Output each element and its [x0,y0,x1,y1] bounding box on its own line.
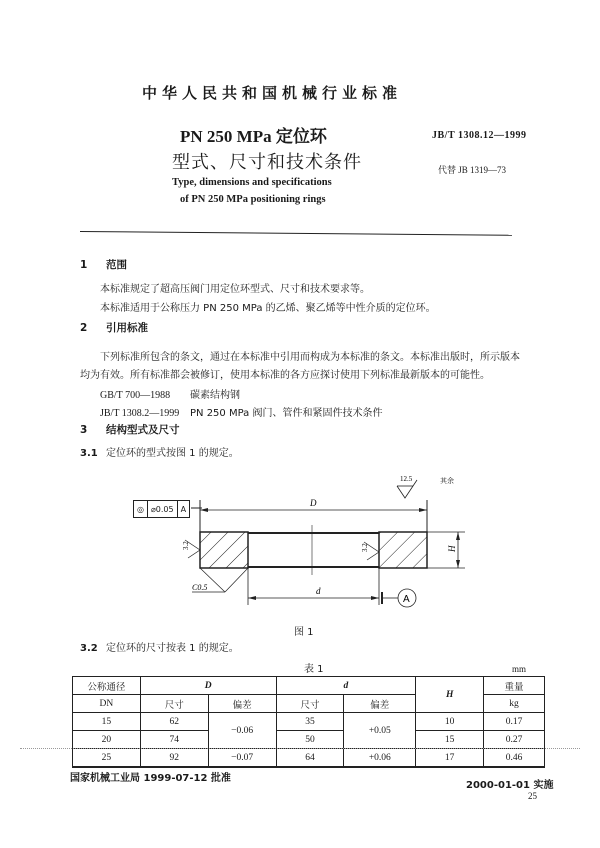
table-row: 25 92 −0.07 64 +0.06 17 0.46 [73,749,545,768]
scan-dotted-line [20,748,580,749]
reference-2: JB/T 1308.2—1999 PN 250 MPa 阀门、管件和紧固件技术条件 [100,408,383,419]
svg-text:A: A [403,594,410,605]
clause-3-1: 3.1 定位环的型式按图 1 的规定。 [80,448,239,459]
english-title-line-2: of PN 250 MPa positioning rings [180,194,326,205]
standard-number: JB/T 1308.12—1999 [432,130,527,141]
english-title-line-1: Type, dimensions and specifications [172,177,332,188]
title-line-2: 型式、尺寸和技术条件 [172,152,362,173]
svg-text:3.2: 3.2 [361,543,369,552]
svg-text:C0.5: C0.5 [192,583,208,592]
positioning-ring-drawing [120,470,520,620]
header-weight: 重量 [484,677,545,695]
svg-text:d: d [316,586,321,596]
page-number: 25 [528,791,537,801]
approval-note: 国家机械工业局 1999-07-12 批准 [70,773,231,784]
figure-caption: 图 1 [294,627,314,638]
section-2-paragraph-2: 均为有效。所有标准都会被修订，使用本标准的各方应探讨使用下列标准最新版本的可能性。 [80,370,490,381]
header-d-size: 尺寸 [276,695,344,713]
header-D-deviation: 偏差 [208,695,276,713]
issuing-organization: 中华人民共和国机械行业标准 [142,84,403,102]
tolerance-value: ⌀0.05 [148,501,178,517]
header-D-size: 尺寸 [140,695,208,713]
table-row: 20 74 50 15 0.27 [73,731,545,749]
reference-1: GB/T 700—1988 碳素结构钢 [100,390,240,401]
header-dn: 公称通径 [73,677,141,695]
section-1-heading: 1 范围 [80,259,127,271]
header-d: d [276,677,416,695]
svg-text:12.5: 12.5 [400,475,413,483]
replaces-standard: 代替 JB 1319—73 [438,165,507,175]
section-2-paragraph-1: 下列标准所包含的条文，通过在本标准中引用而构成为本标准的条文。本标准出版时，所示版本 [100,352,520,363]
header-D: D [140,677,276,695]
header-divider [80,231,512,236]
table-unit: mm [512,664,527,674]
svg-text:3.2: 3.2 [182,541,190,550]
clause-3-2: 3.2 定位环的尺寸按表 1 的规定。 [80,643,239,654]
section-2-heading: 2 引用标准 [80,322,148,334]
section-1-paragraph-2: 本标准适用于公称压力 PN 250 MPa 的乙烯、聚乙烯等中性介质的定位环。 [100,303,436,314]
effective-date: 2000-01-01 实施 [466,780,554,791]
dimensions-table [72,676,545,768]
section-1-paragraph-1: 本标准规定了超高压阀门用定位环型式、尺寸和技术要求等。 [100,284,370,295]
header-H: H [416,677,484,713]
header-dn-unit: DN [73,695,141,713]
svg-text:H: H [447,545,457,552]
header-d-deviation: 偏差 [344,695,416,713]
title-line-1: PN 250 MPa 定位环 [180,127,327,146]
section-3-heading: 3 结构型式及尺寸 [80,424,180,436]
svg-text:D: D [310,498,317,508]
table-row: 15 62 −0.06 35 +0.05 10 0.17 [73,713,545,731]
table-header-row-1 [73,677,545,695]
concentricity-icon: ◎ [134,501,148,517]
header-weight-unit: kg [484,695,545,713]
roughness-other-note: 其余 [440,477,454,485]
datum-reference: A [180,504,187,514]
table-caption: 表 1 [304,664,324,675]
